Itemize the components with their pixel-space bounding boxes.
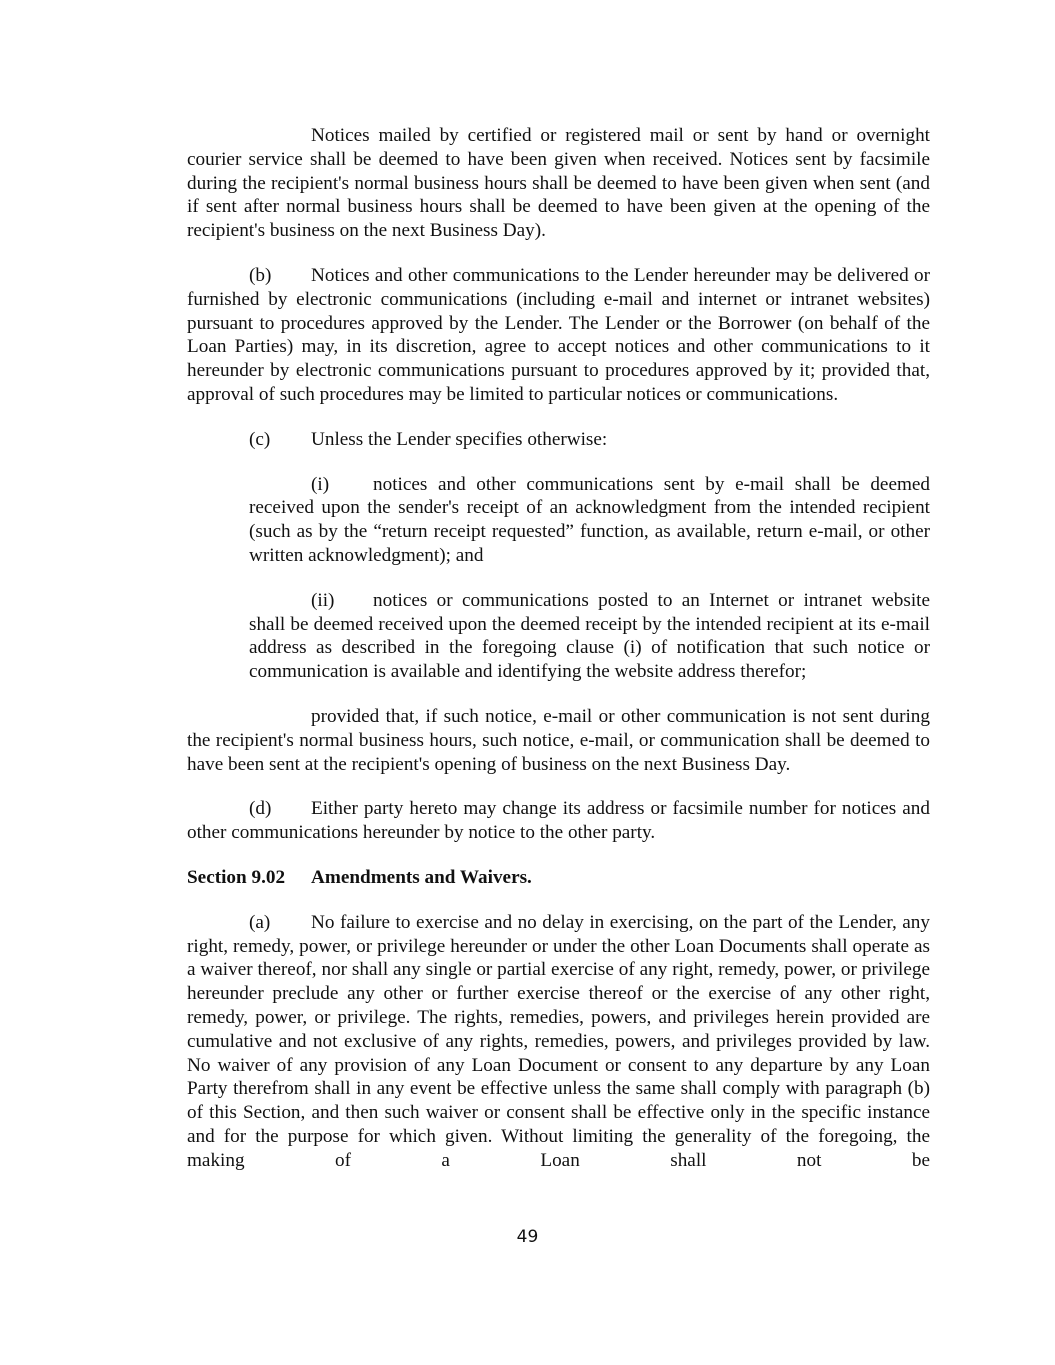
clause-label-d: (d) — [249, 798, 272, 820]
paragraph-notices-deemed-given: Notices mailed by certified or registered mail or sent by hand or overnight courier service shall be deemed to have been given when received. Notices sent by facsimile during the recipient's normal business hours shall be deemed to have been given when sent (and if sent after normal business hours shall be deemed to have been given at the opening of the recipient's business on the next Business Day). — [187, 125, 930, 242]
document-page — [187, 124, 930, 1193]
paragraph-b — [187, 264, 930, 407]
clause-text-i: notices and other communications sent by e-mail shall be deemed received upon the sender's receipt of an acknowledgment from the intended recipient (such as by the “return receipt requested” function, as available, return e-mail, or other written acknowledgment); and — [249, 473, 930, 566]
clause-text-b: Notices and other communications to the Lender hereunder may be delivered or furnished by electronic communications (including e-mail and internet or intranet websites) pursuant to procedures approved by the Lender. The Lender or the Borrower (on behalf of the Loan Parties) may, in its discretion, agree to accept notices and other communications to it hereunder by electronic communications pursuant to procedures approved by it; provided that, approval of such procedures may be limited to particular notices or communications. — [187, 264, 930, 405]
paragraph-section-a — [187, 911, 930, 1173]
paragraph-c-i — [249, 473, 930, 568]
clause-text-c: Unless the Lender specifies otherwise: — [311, 428, 608, 450]
paragraph-proviso: provided that, if such notice, e-mail or other communication is not sent during the recipient's normal business hours, such notice, e-mail, or communication shall be deemed to have been sent at the recipient's opening of business on the next Business Day. — [187, 705, 930, 775]
clause-text-a: No failure to exercise and no delay in exercising, on the part of the Lender, any right, remedy, power, or privilege hereunder or under the other Loan Documents shall operate as a waiver thereof, nor shall any single or partial exercise of any right, remedy, power, or privilege hereunder preclude any other or further exercise thereof or the exercise of any other right, remedy, power, or privilege. The rights, remedies, powers, and privileges herein provided are cumulative and not exclusive of any rights, remedies, powers, and privileges provided by law. No waiver of any provision of any Loan Document or consent to any departure by any Loan Party therefrom shall in any event be effective unless the same shall comply with paragraph (b) of this Section, and then such waiver or consent shall be effective only in the specific instance and for the purpose for which given. Without limiting the generality of the foregoing, the making of a Loan shall not be — [187, 911, 930, 1171]
clause-label-c: (c) — [249, 428, 271, 450]
clause-label-ii: (ii) — [311, 589, 335, 611]
clause-label-a: (a) — [249, 911, 271, 933]
clause-label-i: (i) — [311, 473, 330, 495]
paragraph-c-ii — [249, 589, 930, 684]
section-title: Amendments and Waivers. — [311, 866, 532, 888]
clause-label-b: (b) — [249, 264, 272, 286]
paragraph-d — [187, 797, 930, 845]
page-number: 49 — [516, 1227, 539, 1247]
clause-text-d: Either party hereto may change its address or facsimile number for notices and other communications hereunder by notice to the other party. — [187, 798, 930, 844]
section-number: Section 9.02 — [187, 866, 286, 888]
paragraph-c — [187, 428, 930, 452]
clause-text-ii: notices or communications posted to an Internet or intranet website shall be deemed received upon the deemed receipt by the intended recipient at its e-mail address as described in the foregoing clause (i) of notification that such notice or communication is available and identifying the website address therefor; — [249, 589, 930, 683]
section-heading — [187, 866, 930, 890]
